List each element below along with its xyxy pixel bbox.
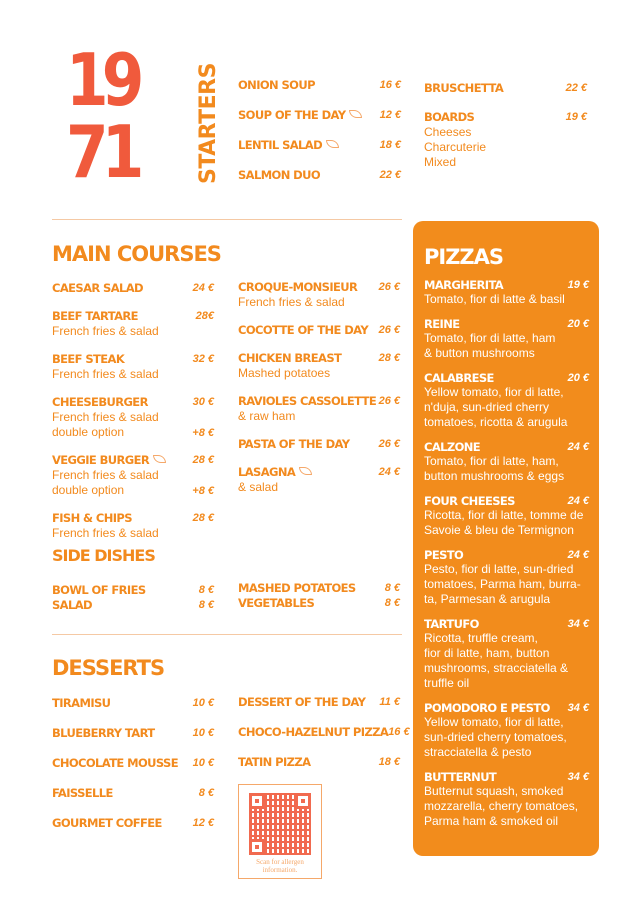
menu-item-price: 10 € <box>192 696 214 709</box>
menu-item-name-wrap <box>52 451 166 469</box>
menu-item-name: CHOCO-HAZELNUT PIZZA <box>238 724 389 739</box>
menu-item-row <box>52 509 214 526</box>
menu-item-name: FAISSELLE <box>52 785 113 800</box>
menu-item-price: 30 € <box>192 395 214 408</box>
menu-item-description: Yellow tomato, fior di latte, <box>424 715 564 729</box>
menu-item-name-wrap <box>238 693 365 711</box>
menu-item-description: & button mushrooms <box>424 346 535 360</box>
menu-item-row <box>238 693 400 710</box>
menu-item-row <box>52 350 214 367</box>
menu-item <box>52 279 214 296</box>
menu-item-price: 10 € <box>192 756 214 769</box>
menu-item-name: POMODORO E PESTO <box>424 700 550 715</box>
menu-item-row <box>238 166 401 183</box>
menu-item-price: 28 € <box>378 351 400 364</box>
menu-item-description: stracciatella & pesto <box>424 745 532 759</box>
menu-item <box>52 784 214 801</box>
menu-item-name-wrap <box>238 435 349 453</box>
menu-item-name: BEEF TARTARE <box>52 308 138 323</box>
menu-item-row <box>238 392 400 409</box>
menu-item-row <box>238 435 400 452</box>
menu-item <box>52 694 214 711</box>
menu-item-row <box>424 547 589 562</box>
menu-item-name: CHEESEBURGER <box>52 394 148 409</box>
side-dishes-left <box>52 581 214 611</box>
menu-item-name-wrap <box>52 694 110 712</box>
desserts-right <box>238 693 410 783</box>
menu-item <box>238 136 401 153</box>
menu-item-row <box>52 724 214 741</box>
divider <box>52 634 402 635</box>
menu-item-description: Tomato, fior di latte & basil <box>424 292 565 306</box>
menu-item-name-wrap <box>52 596 92 614</box>
menu-item-price: 20 € <box>567 371 589 384</box>
menu-item-description: French fries & salad <box>52 367 159 381</box>
pizzas-title: PIZZAS <box>424 245 504 269</box>
menu-item <box>424 79 587 96</box>
menu-item <box>238 753 400 770</box>
menu-item-name-wrap <box>238 349 341 367</box>
menu-item-name-wrap <box>238 166 320 184</box>
menu-item-name-wrap <box>424 369 494 387</box>
menu-item-row <box>52 596 214 613</box>
menu-item-row <box>238 753 400 770</box>
menu-item-row <box>52 754 214 771</box>
menu-item-name-wrap <box>238 106 362 124</box>
menu-item-name-wrap <box>52 724 155 742</box>
menu-item-name: CALABRESE <box>424 370 494 385</box>
menu-item <box>52 596 214 613</box>
qr-code-image <box>249 793 311 855</box>
menu-item-price: 22 € <box>565 81 587 94</box>
menu-item-row <box>424 316 589 331</box>
menu-item-price: 8 € <box>198 786 214 799</box>
menu-item <box>424 439 589 484</box>
menu-item-name: PESTO <box>424 547 464 562</box>
menu-item-description: Tomato, fior di latte, ham, <box>424 454 559 468</box>
menu-item-name-wrap <box>238 753 310 771</box>
menu-item-row <box>52 451 214 468</box>
menu-item-name: REINE <box>424 316 460 331</box>
menu-item-description: mozzarella, cherry tomatoes, <box>424 799 579 813</box>
menu-item-name: MARGHERITA <box>424 277 504 292</box>
menu-item-name: CAESAR SALAD <box>52 280 143 295</box>
menu-item-description: Yellow tomato, fior di latte, <box>424 385 564 399</box>
menu-item <box>52 451 214 498</box>
menu-item <box>424 108 587 170</box>
menu-item-price: 8 € <box>384 581 400 594</box>
menu-item-name-wrap <box>424 315 459 333</box>
menu-item-name-wrap <box>238 392 376 410</box>
side-dishes-right <box>238 579 400 609</box>
menu-item-row <box>238 594 400 611</box>
menu-item-price: 12 € <box>379 108 401 121</box>
menu-item-name-wrap <box>238 723 388 741</box>
menu-item-row <box>52 307 214 324</box>
menu-item <box>424 370 589 430</box>
menu-item <box>238 76 401 93</box>
menu-item-row <box>52 694 214 711</box>
vegetarian-leaf-icon <box>153 455 166 463</box>
menu-item-price: 24 € <box>567 440 589 453</box>
menu-item-description: truffle oil <box>424 676 470 690</box>
side-dishes-title: SIDE DISHES <box>52 546 155 565</box>
menu-item-row <box>52 784 214 801</box>
menu-item-price: 10 € <box>192 726 214 739</box>
menu-item-name-wrap <box>52 350 124 368</box>
menu-item-name: BRUSCHETTA <box>424 80 504 95</box>
menu-item-row <box>238 106 401 123</box>
menu-item-name: SOUP OF THE DAY <box>238 107 346 122</box>
menu-item-name-wrap <box>424 615 479 633</box>
menu-item-description: Ricotta, fior di latte, tomme de <box>424 508 584 522</box>
menu-item-description: Butternut squash, smoked <box>424 784 564 798</box>
menu-item-row <box>52 814 214 831</box>
menu-item-name-wrap <box>424 768 496 786</box>
menu-item-name-wrap <box>52 814 162 832</box>
menu-item-name: LENTIL SALAD <box>238 137 323 152</box>
menu-item-description: Savoie & bleu de Termignon <box>424 523 574 537</box>
menu-item-price: 28 € <box>192 453 214 466</box>
menu-item-name: TIRAMISU <box>52 695 111 710</box>
allergen-qr-code[interactable] <box>238 784 322 879</box>
menu-item-description: & salad <box>238 480 279 494</box>
main-courses-left <box>52 279 214 552</box>
menu-item-name-wrap <box>52 393 148 411</box>
menu-item <box>424 700 589 760</box>
menu-item <box>52 724 214 741</box>
menu-item-price: 16 € <box>388 725 410 738</box>
menu-item-name: BEEF STEAK <box>52 351 125 366</box>
menu-item <box>52 350 214 382</box>
qr-caption: Scan for allergen information. <box>256 858 304 874</box>
menu-item-row <box>424 108 587 125</box>
menu-item-price: 11 € <box>379 695 400 708</box>
menu-item-row <box>238 321 400 338</box>
menu-item-description: French fries & salad <box>52 468 159 482</box>
menu-item-price: 34 € <box>567 617 589 630</box>
menu-item-name: SALAD <box>52 597 92 612</box>
menu-item-description: button mushrooms & eggs <box>424 469 565 483</box>
menu-item-description: ta, Parmesan & arugula <box>424 592 551 606</box>
menu-item-price: 24 € <box>567 494 589 507</box>
menu-item-name-wrap <box>52 307 138 325</box>
menu-item-description: Ricotta, truffle cream, <box>424 631 538 645</box>
menu-item <box>238 594 400 611</box>
menu-item-description: Mashed potatoes <box>238 366 331 380</box>
menu-item-name: RAVIOLES CASSOLETTE <box>238 393 377 408</box>
main-courses-title: MAIN COURSES <box>52 242 221 266</box>
menu-item-price: 26 € <box>378 394 400 407</box>
menu-item-row <box>424 277 589 292</box>
menu-item-row <box>424 616 589 631</box>
menu-item-description: Charcuterie <box>424 140 487 154</box>
menu-item-name: CROQUE-MONSIEUR <box>238 279 358 294</box>
menu-item-price: 24 € <box>192 281 214 294</box>
menu-item-name: BUTTERNUT <box>424 769 497 784</box>
menu-item-price: 20 € <box>567 317 589 330</box>
menu-item <box>238 349 400 381</box>
menu-item-row <box>238 136 401 153</box>
logo-line-2: 71 <box>66 110 138 194</box>
menu-item-price: 28 € <box>192 511 214 524</box>
logo-line-1: 19 <box>66 38 138 122</box>
menu-item <box>424 277 589 307</box>
menu-item-name: BOWL OF FRIES <box>52 582 146 597</box>
menu-item-name: TARTUFO <box>424 616 479 631</box>
menu-item-name: COCOTTE OF THE DAY <box>238 322 369 337</box>
menu-item-option <box>52 483 214 498</box>
menu-item-name-wrap <box>52 509 132 527</box>
menu-item-price: 8 € <box>198 598 214 611</box>
menu-item-description: fior di latte, ham, button <box>424 646 550 660</box>
menu-item-name: FOUR CHEESES <box>424 493 515 508</box>
pizzas-list <box>424 277 589 829</box>
menu-item-price: 18 € <box>378 755 400 768</box>
menu-item-price: 19 € <box>565 110 587 123</box>
menu-item <box>238 166 401 183</box>
menu-item-price: 8 € <box>198 583 214 596</box>
menu-item-name-wrap <box>52 279 143 297</box>
menu-item-description: Tomato, fior di latte, ham <box>424 331 556 345</box>
menu-item <box>238 463 400 495</box>
menu-item-price: 34 € <box>567 770 589 783</box>
option-label: double option <box>52 483 125 497</box>
main-courses-right <box>238 278 400 506</box>
menu-item-description: tomatoes, Parma ham, burra- <box>424 577 581 591</box>
menu-item-row <box>238 278 400 295</box>
menu-item-row <box>424 79 587 96</box>
logo <box>66 38 138 194</box>
menu-item-price: 16 € <box>379 78 401 91</box>
menu-item-name-wrap <box>52 784 113 802</box>
pizzas-panel <box>413 221 599 856</box>
menu-item-name: CHICKEN BREAST <box>238 350 342 365</box>
menu-item-description: French fries & salad <box>52 410 159 424</box>
menu-item-name: CHOCOLATE MOUSSE <box>52 755 178 770</box>
menu-item-price: 34 € <box>567 701 589 714</box>
menu-item <box>52 754 214 771</box>
vegetarian-leaf-icon <box>299 467 312 475</box>
menu-item-name-wrap <box>424 546 463 564</box>
menu-item-name-wrap <box>238 76 315 94</box>
menu-item-name: CALZONE <box>424 439 481 454</box>
menu-item-price: 26 € <box>378 437 400 450</box>
menu-item-price: 19 € <box>567 278 589 291</box>
menu-item-row <box>238 349 400 366</box>
option-price: +8 € <box>192 426 214 439</box>
menu-item-price: 8 € <box>384 596 400 609</box>
menu-item-description: sun-dried cherry tomatoes, <box>424 730 567 744</box>
menu-item-name-wrap <box>424 438 480 456</box>
menu-item-row <box>424 370 589 385</box>
menu-item-row <box>424 700 589 715</box>
desserts-title: DESSERTS <box>52 656 165 680</box>
option-price: +8 € <box>192 484 214 497</box>
menu-item-price: 12 € <box>192 816 214 829</box>
menu-item <box>238 693 400 710</box>
menu-item <box>52 814 214 831</box>
menu-item-name: MASHED POTATOES <box>238 580 356 595</box>
menu-item-name: PASTA OF THE DAY <box>238 436 350 451</box>
menu-item-row <box>52 279 214 296</box>
menu-item-description: Mixed <box>424 155 457 169</box>
menu-item <box>424 769 589 829</box>
menu-item-row <box>424 769 589 784</box>
menu-item-row <box>238 723 410 740</box>
menu-item <box>238 435 400 452</box>
menu-item-name: VEGGIE BURGER <box>52 452 150 467</box>
menu-item-description: Parma ham & smoked oil <box>424 814 559 828</box>
desserts-left <box>52 694 214 844</box>
menu-item-price: 32 € <box>192 352 214 365</box>
option-label: double option <box>52 425 125 439</box>
menu-item-price: 28€ <box>195 309 214 322</box>
menu-item <box>424 493 589 538</box>
menu-item-description: Cheeses <box>424 125 472 139</box>
menu-item-name-wrap <box>238 136 339 154</box>
menu-item <box>238 723 410 740</box>
starters-left <box>238 76 401 196</box>
menu-item-name-wrap <box>424 492 515 510</box>
menu-item-name: GOURMET COFFEE <box>52 815 162 830</box>
starters-right <box>424 79 587 182</box>
menu-item <box>52 393 214 440</box>
menu-item <box>238 106 401 123</box>
menu-item <box>52 307 214 339</box>
menu-item <box>424 616 589 691</box>
menu-item-option <box>52 425 214 440</box>
menu-item-name-wrap <box>424 79 503 97</box>
menu-item-description: n'duja, sun-dried cherry <box>424 400 550 414</box>
menu-item-price: 22 € <box>379 168 401 181</box>
menu-item <box>238 321 400 338</box>
menu-item-name: FISH & CHIPS <box>52 510 132 525</box>
menu-item-price: 26 € <box>378 323 400 336</box>
menu-item <box>424 316 589 361</box>
menu-item <box>238 278 400 310</box>
menu-item-name-wrap <box>424 108 474 126</box>
menu-item-description: mushrooms, stracciatella & <box>424 661 569 675</box>
menu-item-row <box>52 393 214 410</box>
menu-item-name: TATIN PIZZA <box>238 754 311 769</box>
menu-item-name: DESSERT OF THE DAY <box>238 694 366 709</box>
menu-item-description: & raw ham <box>238 409 296 423</box>
menu-item-name-wrap <box>238 278 357 296</box>
menu-item-name: BLUEBERRY TART <box>52 725 155 740</box>
menu-item-description: French fries & salad <box>52 324 159 338</box>
menu-item-name-wrap <box>238 321 368 339</box>
starters-title: STARTERS <box>196 63 221 184</box>
menu-item-name: ONION SOUP <box>238 77 315 92</box>
menu-item-price: 24 € <box>378 465 400 478</box>
menu-item-description: French fries & salad <box>238 295 345 309</box>
menu-item-row <box>238 76 401 93</box>
menu-item-name: SALMON DUO <box>238 167 321 182</box>
menu-item <box>52 509 214 541</box>
menu-item-description: tomatoes, ricotta & arugula <box>424 415 568 429</box>
menu-item-description: French fries & salad <box>52 526 159 540</box>
menu-item-price: 18 € <box>379 138 401 151</box>
menu-item-name-wrap <box>52 754 178 772</box>
vegetarian-leaf-icon <box>349 110 362 118</box>
menu-item-row <box>238 463 400 480</box>
menu-item <box>424 547 589 607</box>
menu-item-name-wrap <box>424 699 550 717</box>
menu-item-row <box>424 439 589 454</box>
vegetarian-leaf-icon <box>326 140 339 148</box>
menu-item-description: Pesto, fior di latte, sun-dried <box>424 562 574 576</box>
menu-item <box>238 392 400 424</box>
menu-item-name: BOARDS <box>424 109 475 124</box>
menu-item-price: 26 € <box>378 280 400 293</box>
menu-item-name-wrap <box>424 276 503 294</box>
menu-item-row <box>424 493 589 508</box>
menu-item-name: LASAGNA <box>238 464 296 479</box>
menu-item-name: VEGETABLES <box>238 595 315 610</box>
menu-item-name-wrap <box>238 594 314 612</box>
menu-item-name-wrap <box>238 463 312 481</box>
divider <box>52 219 402 220</box>
menu-item-price: 24 € <box>567 548 589 561</box>
